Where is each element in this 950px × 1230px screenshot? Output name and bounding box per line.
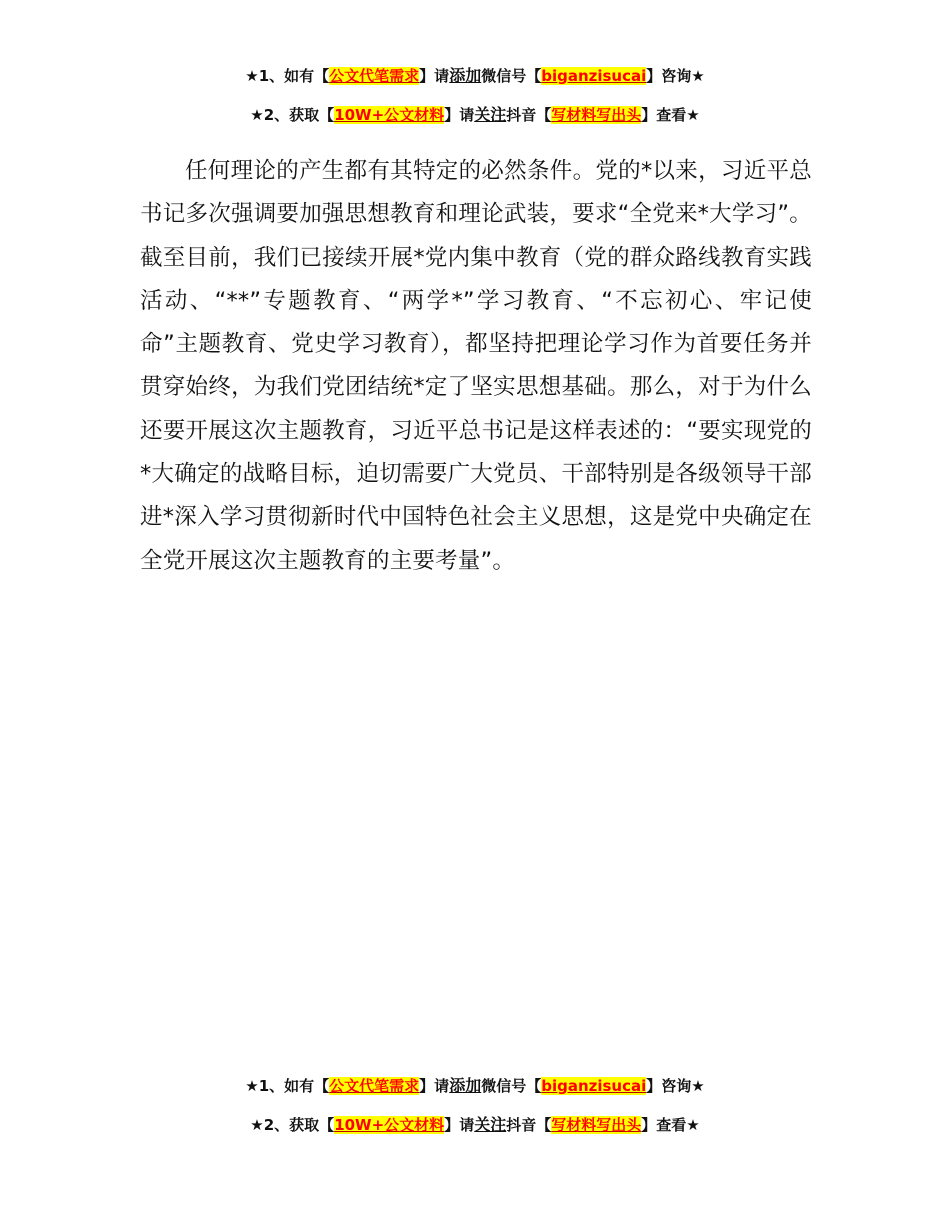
header-ad-block — [0, 64, 950, 142]
header-line1-suffix: 】咨询★ — [646, 67, 705, 85]
footer-line1-prefix: ★1、如有【 — [245, 1077, 330, 1095]
header-line2-suffix: 】查看★ — [641, 106, 700, 124]
body-paragraph: 任何理论的产生都有其特定的必然条件。党的*以来，习近平总书记多次强调要加强思想教育和理论武装，要求“全党来*大学习”。截至目前，我们已接续开展*党内集中教育（党的群众路线教育实践活动、“**”专题教育、“两学*”学习教育、“不忘初心、牢记使命”主题教育、党史学习教育），都坚持把理论学习作为首要任务并贯穿始终，为我们党团结统*定了坚实思想基础。那么，对于为什么还要开展这次主题教育，习近平总书记是这样表述的：“要实现党的*大确定的战略目标，迫切需要广大党员、干部特别是各级领导干部进*深入学习贯彻新时代中国特色社会主义思想，这是党中央确定在全党开展这次主题教育的主要考量”。 — [140, 158, 812, 574]
header-line2-highlight-materials: 10W+公文材料 — [334, 106, 445, 124]
footer-ad-block — [0, 1074, 950, 1152]
footer-line2-mid2: 抖音【 — [506, 1116, 552, 1134]
header-ad-line-1 — [0, 64, 950, 88]
footer-ad-line-2 — [0, 1113, 950, 1137]
header-line1-mid1: 】请 — [419, 67, 450, 85]
footer-line2-suffix: 】查看★ — [641, 1116, 700, 1134]
footer-line2-emph: 关注 — [474, 1115, 507, 1134]
footer-line2-mid1: 】请 — [444, 1116, 475, 1134]
footer-line2-highlight-materials: 10W+公文材料 — [334, 1116, 445, 1134]
header-line2-highlight-douyin: 写材料写出头 — [551, 106, 642, 124]
header-ad-line-2 — [0, 103, 950, 127]
footer-line1-mid1: 】请 — [419, 1077, 450, 1095]
footer-line1-highlight-wechat: biganzisucai — [541, 1077, 647, 1095]
footer-line1-emph: 添加 — [449, 1076, 482, 1095]
header-line1-highlight-service: 公文代笔需求 — [329, 67, 420, 85]
footer-line2-highlight-douyin: 写材料写出头 — [551, 1116, 642, 1134]
header-line1-prefix: ★1、如有【 — [245, 67, 330, 85]
footer-line1-mid2: 微信号【 — [481, 1077, 542, 1095]
header-line1-emph: 添加 — [449, 66, 482, 85]
footer-line1-highlight-service: 公文代笔需求 — [329, 1077, 420, 1095]
header-line2-mid1: 】请 — [444, 106, 475, 124]
header-line2-prefix: ★2、获取【 — [250, 106, 335, 124]
header-line1-highlight-wechat: biganzisucai — [541, 67, 647, 85]
footer-line1-suffix: 】咨询★ — [646, 1077, 705, 1095]
header-line2-emph: 关注 — [474, 105, 507, 124]
footer-line2-prefix: ★2、获取【 — [250, 1116, 335, 1134]
header-line1-mid2: 微信号【 — [481, 67, 542, 85]
header-line2-mid2: 抖音【 — [506, 106, 552, 124]
footer-ad-line-1 — [0, 1074, 950, 1098]
